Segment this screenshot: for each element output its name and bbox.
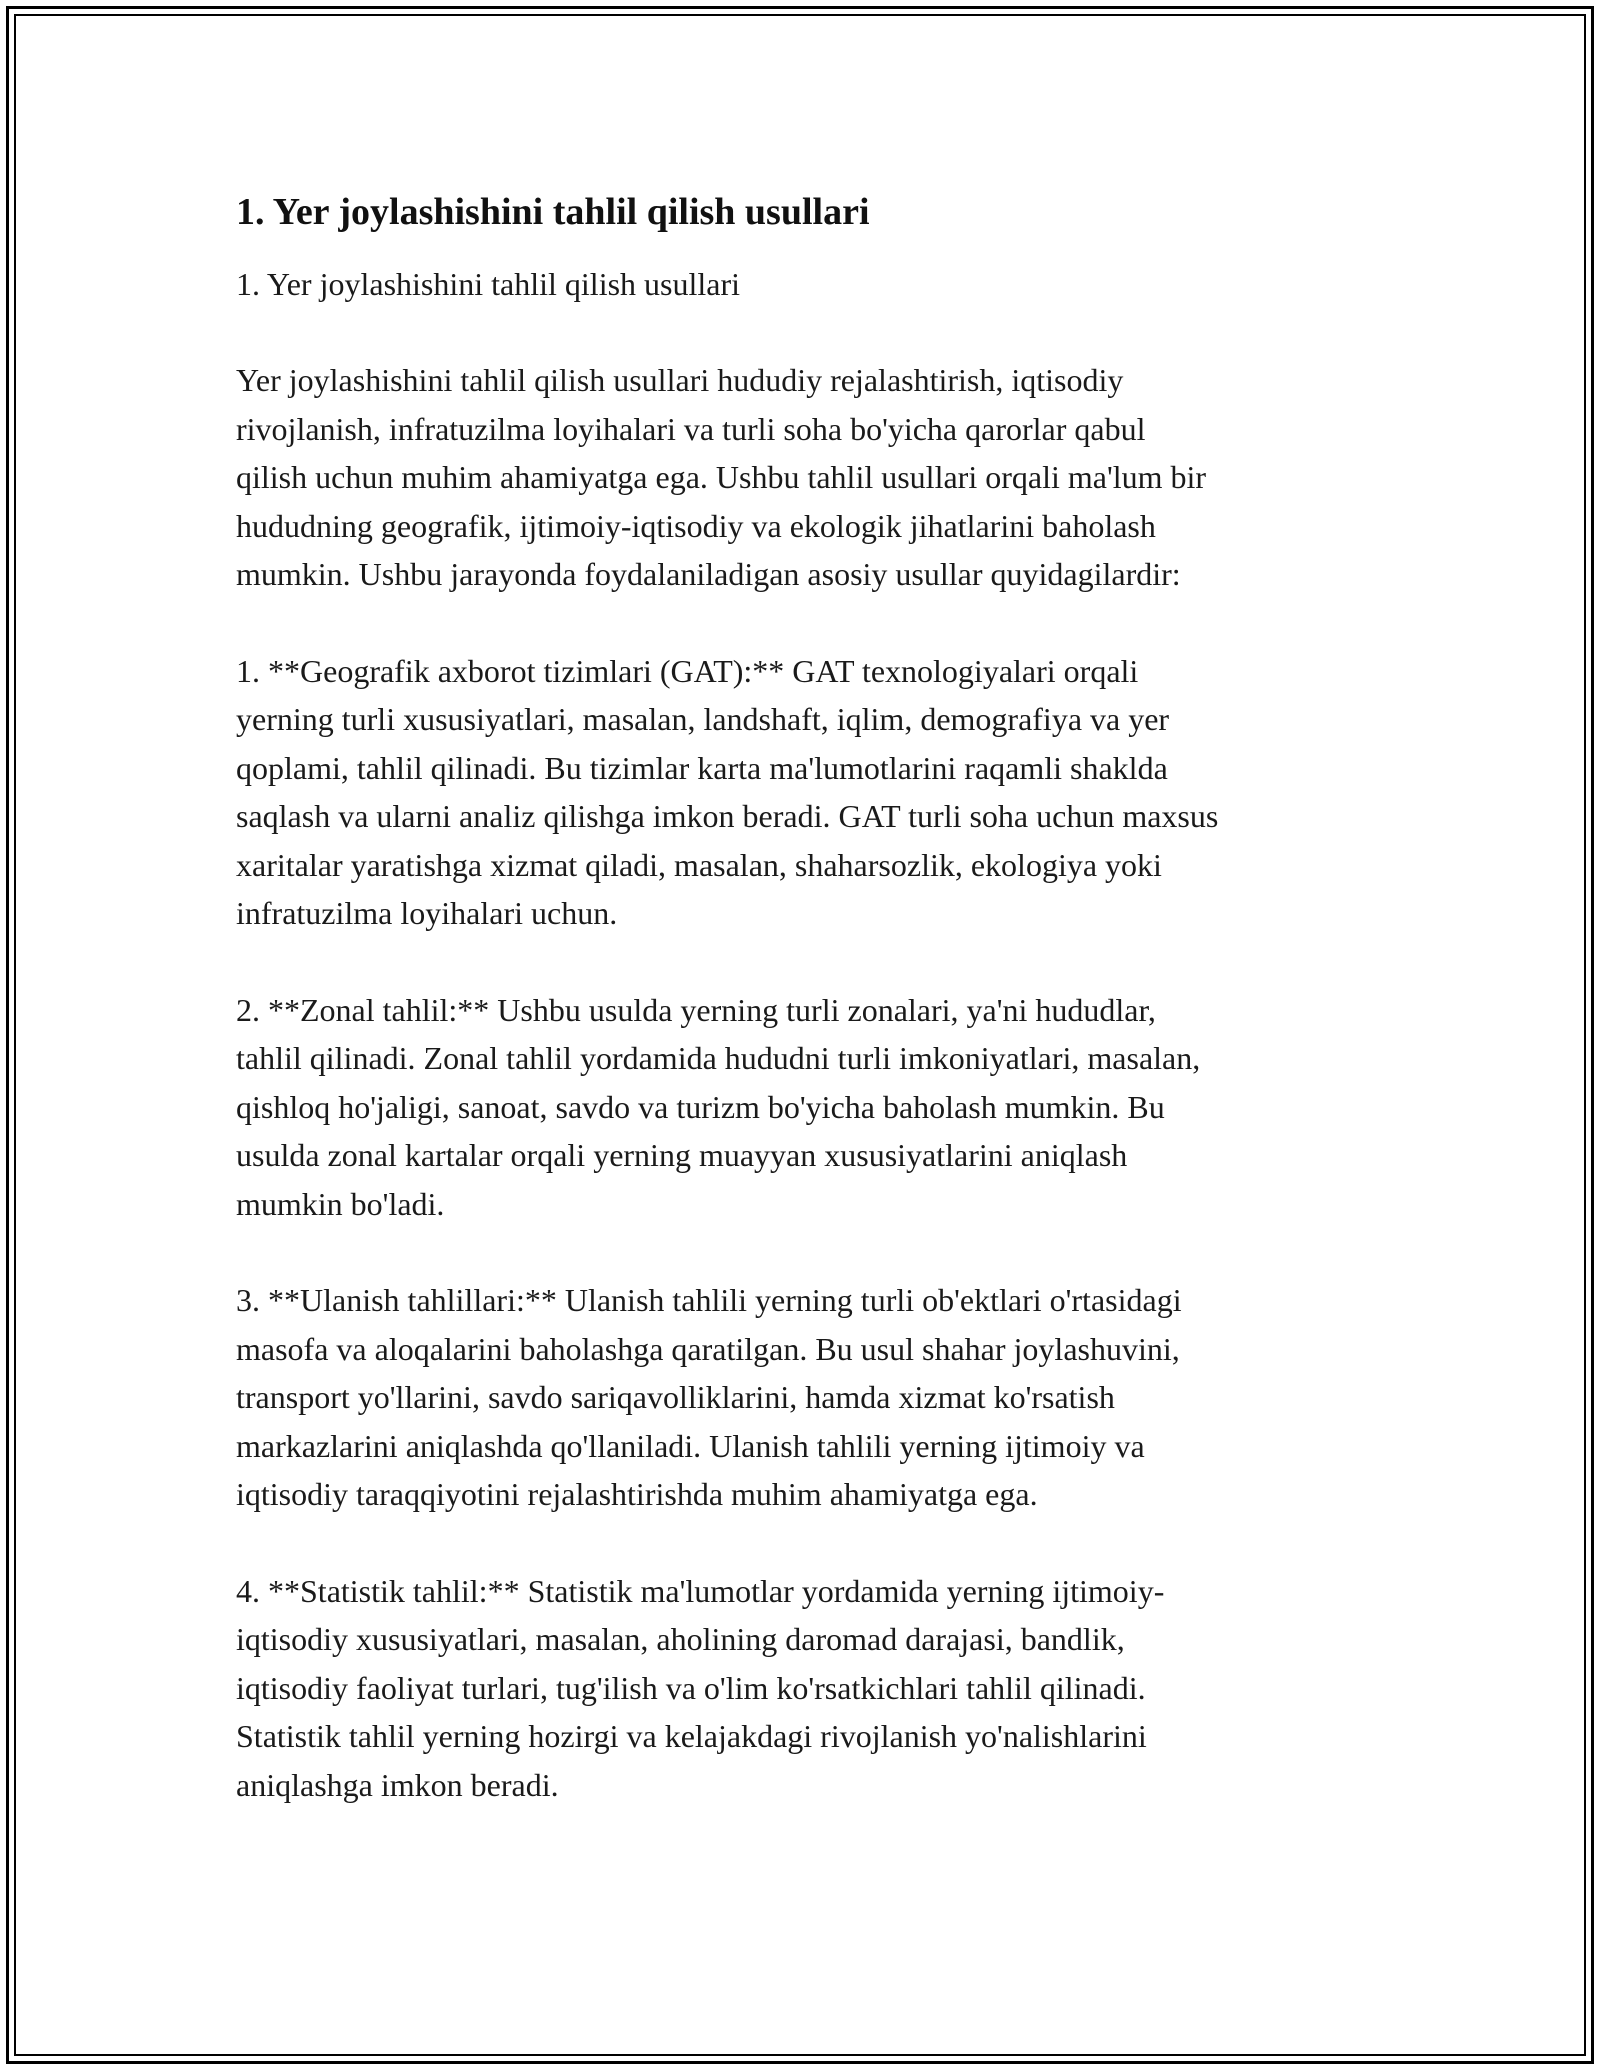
document-body: [236, 186, 1396, 1857]
document-subtitle: 1. Yer joylashishini tahlil qilish usullari: [236, 266, 741, 302]
document-title: 1. Yer joylashishini tahlil qilish usullari: [236, 191, 870, 233]
intro-paragraph: Yer joylashishini tahlil qilish usullari hududiy rejalashtirish, iqtisodiy rivojlanish, infratuzilma loyihalari va turli soha bo'yicha qarorlar qabul qilish uchun muhim ahamiyatga ega. Ushbu tahlil usullari orqali ma'lum bir hududning geografik, ijtimoiy-iqtisodiy va ekologik jihatlarini baholash mumkin. Ushbu jarayonda foydalaniladigan asosiy usullar quyidagilardir:: [236, 362, 1207, 592]
section-connectivity-paragraph: 3. **Ulanish tahlillari:** Ulanish tahlili yerning turli ob'ektlari o'rtasidagi masofa va aloqalarini baholashga qaratilgan. Bu usul shahar joylashuvini, transport yo'llarini, savdo sariqavolliklarini, hamda xizmat ko'rsatish markazlarini aniqlashda qo'llaniladi. Ulanish tahlili yerning ijtimoiy va iqtisodiy taraqqiyotini rejalashtirishda muhim ahamiyatga ega.: [236, 1282, 1182, 1512]
section-statistical-paragraph: 4. **Statistik tahlil:** Statistik ma'lumotlar yordamida yerning ijtimoiy- iqtisodiy xususiyatlari, masalan, aholining daromad darajasi, bandlik, iqtisodiy faoliyat turlari, tug'ilish va o'lim ko'rsatkichlari tahlil qilinadi. Statistik tahlil yerning hozirgi va kelajakdagi rivojlanish yo'nalishlarini aniqlashga imkon beradi.: [236, 1572, 1165, 1803]
section-gis-paragraph: 1. **Geografik axborot tizimlari (GAT):** GAT texnologiyalari orqali yerning turli xususiyatlari, masalan, landshaft, iqlim, demografiya va yer qoplami, tahlil qilinadi. Bu tizimlar karta ma'lumotlarini raqamli shaklda saqlash va ularni analiz qilishga imkon beradi. GAT turli soha uchun maxsus xaritalar yaratishga xizmat qiladi, masalan, shaharsozlik, ekologiya yoki infratuzilma loyihalari uchun.: [236, 652, 1219, 931]
section-zonal-paragraph: 2. **Zonal tahlil:** Ushbu usulda yerning turli zonalari, ya'ni hududlar, tahlil qilinadi. Zonal tahlil yordamida hududni turli imkoniyatlari, masalan, qishloq ho'jaligi, sanoat, savdo va turizm bo'yicha baholash mumkin. Bu usulda zonal kartalar orqali yerning muayyan xususiyatlarini aniqlash mumkin bo'ladi.: [236, 991, 1201, 1222]
